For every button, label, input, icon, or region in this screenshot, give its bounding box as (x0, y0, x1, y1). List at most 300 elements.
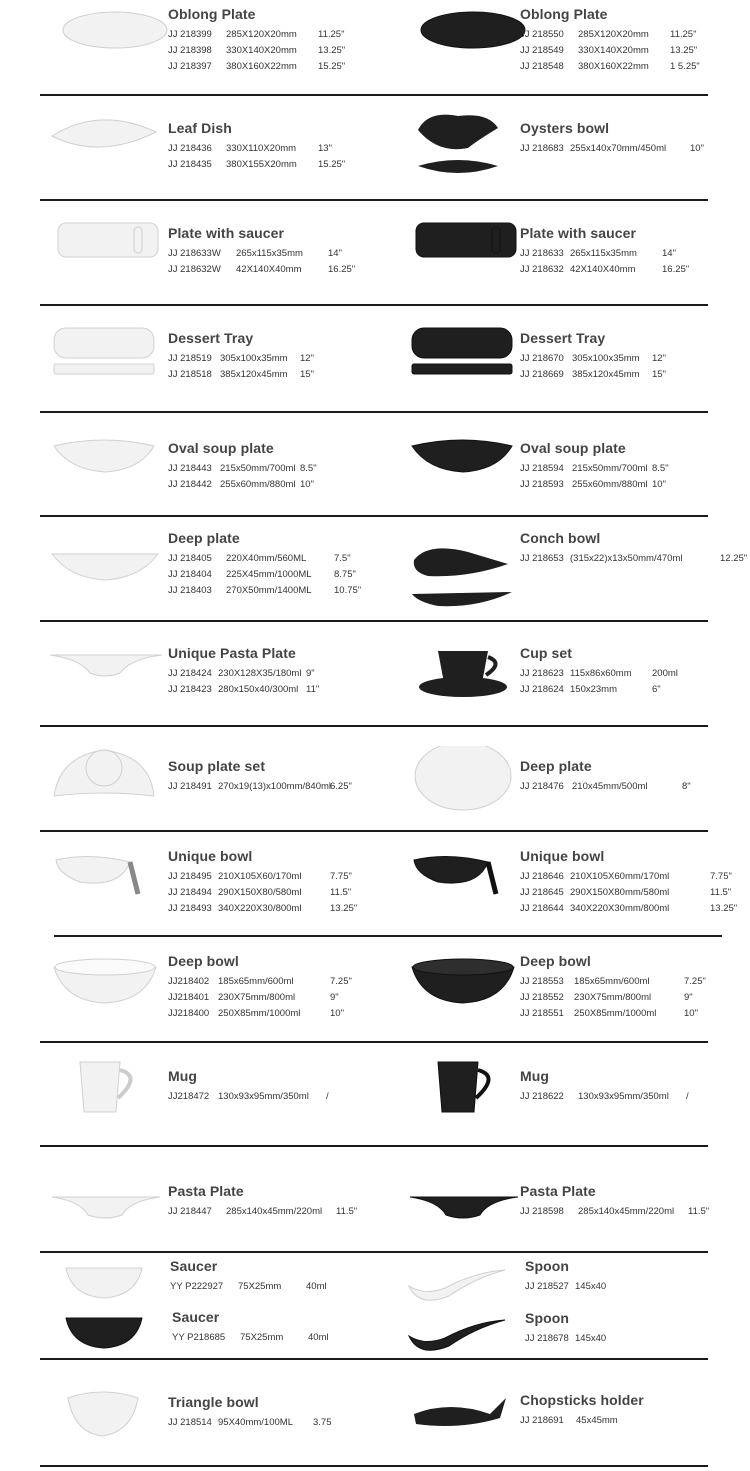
product-image (412, 217, 524, 287)
spec-row (520, 1413, 636, 1429)
section-divider (40, 1145, 708, 1147)
product-title: Unique Pasta Plate (168, 645, 296, 661)
item-code: JJ 218593 (520, 479, 564, 490)
spec-row (168, 351, 340, 367)
dimensions: 250X85mm/1000ml (218, 1008, 301, 1019)
spec-row (520, 246, 702, 262)
spec-row (520, 43, 710, 59)
size: 12" (300, 353, 314, 364)
product-specs (172, 1330, 348, 1346)
spec-row (520, 666, 692, 682)
product-title: Oblong Plate (520, 6, 608, 22)
item-code: YY P218685 (172, 1332, 226, 1343)
size: 15.25" (318, 159, 346, 170)
dimensions: 305x100x35mm (220, 353, 288, 364)
product-specs (520, 351, 692, 383)
product-specs (520, 1204, 728, 1220)
product-specs (170, 1279, 346, 1295)
dimensions: 230X75mm/800ml (574, 992, 652, 1003)
dimensions: 225X45mm/1000ML (226, 569, 312, 580)
product-title: Plate with saucer (520, 225, 637, 241)
size: 13.25" (710, 903, 738, 914)
spec-row (168, 1415, 343, 1431)
product-image (60, 8, 172, 78)
size: 7.25" (330, 976, 352, 987)
size: 14" (662, 248, 676, 259)
spec-row (520, 990, 724, 1006)
spec-row (520, 461, 692, 477)
size: 8.5" (300, 463, 317, 474)
size: 6" (652, 684, 661, 695)
size: 13.25" (318, 45, 346, 56)
size: / (326, 1091, 329, 1102)
dimensions: 150x23mm (570, 684, 617, 695)
section-divider (40, 1358, 708, 1360)
item-code: JJ 218495 (168, 871, 212, 882)
spec-row (168, 666, 346, 682)
dimensions: 115x86x60mm (570, 668, 632, 679)
size: 15.25" (318, 61, 346, 72)
size: 16.25" (328, 264, 356, 275)
product-title: Spoon (525, 1258, 570, 1274)
spec-row (520, 59, 710, 75)
size: 13" (318, 143, 332, 154)
product-title: Mug (168, 1068, 198, 1084)
item-code: JJ 218632 (520, 264, 564, 275)
dimensions: 210X105X60mm/170ml (570, 871, 670, 882)
dimensions: 75X25mm (240, 1332, 284, 1343)
dimensions: 330X140X20mm (578, 45, 649, 56)
dimensions: 42X140X40mm (236, 264, 302, 275)
size: 15" (652, 369, 666, 380)
item-code: JJ 218397 (168, 61, 212, 72)
dimensions: 185x65mm/600ml (574, 976, 650, 987)
spec-row (168, 141, 358, 157)
item-code: JJ 218443 (168, 463, 212, 474)
spec-row (168, 1204, 376, 1220)
size: 7.75" (710, 871, 732, 882)
size: 11.25" (318, 29, 345, 40)
product-specs (520, 1089, 726, 1105)
spec-row (168, 1089, 366, 1105)
item-code: JJ 218633 (520, 248, 564, 259)
spec-row (168, 157, 358, 173)
section-divider (40, 725, 708, 727)
dimensions: 220X40mm/560ML (226, 553, 307, 564)
section-divider (40, 304, 708, 306)
size: 6.25" (330, 781, 352, 792)
dimensions: 290X150X80mm/580ml (570, 887, 670, 898)
spec-row (520, 367, 692, 383)
product-specs (520, 551, 750, 567)
spec-row (520, 1006, 724, 1022)
spec-row (168, 461, 340, 477)
item-code: JJ 218494 (168, 887, 212, 898)
dimensions: 75X25mm (238, 1281, 282, 1292)
spec-row (168, 869, 370, 885)
size: 14" (328, 248, 342, 259)
product-title: Deep bowl (168, 953, 239, 969)
size: 13.25" (670, 45, 698, 56)
dimensions: 130x93x95mm/350ml (218, 1091, 309, 1102)
spec-row (168, 567, 374, 583)
dimensions: 265x115x35mm (570, 248, 637, 259)
dimensions: 145x40 (575, 1281, 607, 1292)
product-title: Oysters bowl (520, 120, 610, 136)
product-image (54, 217, 166, 287)
spec-row (168, 246, 368, 262)
product-image (62, 1388, 174, 1458)
product-title: Plate with saucer (168, 225, 285, 241)
dimensions: 290X150X80/580ml (218, 887, 302, 898)
spec-row (520, 262, 702, 278)
item-code: JJ 218623 (520, 668, 564, 679)
spec-row (168, 367, 340, 383)
product-title: Saucer (170, 1258, 218, 1274)
product-specs (168, 246, 368, 278)
section-divider (40, 1465, 708, 1467)
item-code: JJ 218622 (520, 1091, 564, 1102)
spec-row (168, 901, 370, 917)
product-image (408, 542, 520, 612)
dimensions: 330X110X20mm (226, 143, 297, 154)
item-code: JJ 218436 (168, 143, 212, 154)
product-title: Pasta Plate (168, 1183, 244, 1199)
item-code: JJ 218491 (168, 781, 212, 792)
item-code: JJ 218551 (520, 1008, 564, 1019)
product-specs (525, 1279, 615, 1295)
size: 12" (652, 353, 666, 364)
item-code: JJ 218632W (168, 264, 221, 275)
size: 9" (684, 992, 693, 1003)
spec-row (168, 59, 358, 75)
dimensions: 145x40 (575, 1333, 607, 1344)
dimensions: 270X50mm/1400ML (226, 585, 312, 596)
product-image (408, 746, 520, 816)
product-title: Oblong Plate (168, 6, 256, 22)
product-title: Deep plate (520, 758, 592, 774)
item-code: JJ218400 (168, 1008, 210, 1019)
size: 8.75" (334, 569, 356, 580)
product-title: Leaf Dish (168, 120, 232, 136)
product-specs (168, 351, 340, 383)
item-code: JJ 218678 (525, 1333, 569, 1344)
product-image (408, 848, 520, 918)
dimensions: 280x150x40/300ml (218, 684, 299, 695)
spec-row (168, 477, 340, 493)
product-title: Spoon (525, 1310, 570, 1326)
size: 10" (690, 143, 704, 154)
dimensions: 250X85mm/1000ml (574, 1008, 657, 1019)
dimensions: 385x120x45mm (572, 369, 640, 380)
product-specs (520, 1413, 636, 1429)
product-title: Saucer (172, 1309, 220, 1325)
product-specs (168, 27, 358, 75)
product-specs (520, 869, 750, 917)
product-specs (168, 779, 370, 795)
size: 11.5" (336, 1206, 358, 1217)
size: 9" (306, 668, 315, 679)
spec-row (520, 27, 710, 43)
product-image (50, 542, 162, 612)
section-divider (40, 411, 708, 413)
spec-row (520, 682, 692, 698)
item-code: JJ 218518 (168, 369, 212, 380)
dimensions: 45x45mm (576, 1415, 618, 1426)
product-specs (520, 779, 722, 795)
product-image (50, 434, 162, 504)
section-divider (40, 515, 708, 517)
spec-row (168, 1006, 370, 1022)
dimensions: 285x140x45mm/220ml (578, 1206, 675, 1217)
item-code: JJ 218527 (525, 1281, 569, 1292)
item-code: JJ 218653 (520, 553, 564, 564)
product-title: Unique bowl (520, 848, 605, 864)
item-code: JJ 218624 (520, 684, 564, 695)
item-code: JJ 218403 (168, 585, 212, 596)
item-code: JJ 218670 (520, 353, 564, 364)
dimensions: 255x140x70mm/450ml (570, 143, 667, 154)
product-image (408, 1185, 520, 1255)
item-code: JJ 218447 (168, 1206, 212, 1217)
product-title: Conch bowl (520, 530, 601, 546)
item-code: JJ 218633W (168, 248, 221, 259)
item-code: JJ218402 (168, 976, 210, 987)
dimensions: 340X220X30mm/800ml (570, 903, 670, 914)
section-divider (40, 830, 708, 832)
product-title: Unique bowl (168, 848, 253, 864)
spec-row (520, 974, 724, 990)
product-title: Deep plate (168, 530, 240, 546)
dimensions: 130x93x95mm/350ml (578, 1091, 669, 1102)
size: 8" (682, 781, 691, 792)
product-image (60, 1312, 172, 1382)
dimensions: 230X128X35/180ml (218, 668, 302, 679)
product-image (410, 1390, 522, 1460)
item-code: JJ 218399 (168, 29, 212, 40)
spec-row (525, 1331, 615, 1347)
product-title: Dessert Tray (520, 330, 606, 346)
item-code: JJ 218435 (168, 159, 212, 170)
product-image (50, 848, 162, 918)
product-title: Mug (520, 1068, 550, 1084)
size: 7.5" (334, 553, 351, 564)
product-title: Oval soup plate (520, 440, 626, 456)
item-code: JJ218401 (168, 992, 210, 1003)
product-specs (168, 1204, 376, 1220)
product-image (408, 1056, 520, 1126)
size: 7.75" (330, 871, 352, 882)
dimensions: 255x60mm/880ml (572, 479, 648, 490)
item-code: JJ 218553 (520, 976, 564, 987)
product-specs (168, 666, 346, 698)
size: 11.5" (710, 887, 732, 898)
product-specs (168, 1089, 366, 1105)
product-specs (520, 666, 692, 698)
size: 200ml (652, 668, 678, 679)
size: 10.75" (334, 585, 362, 596)
product-image (50, 953, 162, 1023)
dimensions: 285x140x45mm/220ml (226, 1206, 323, 1217)
dimensions: 265x115x35mm (236, 248, 303, 259)
spec-row (520, 551, 750, 567)
spec-row (168, 885, 370, 901)
spec-row (520, 477, 692, 493)
spec-row (520, 141, 730, 157)
spec-row (525, 1279, 615, 1295)
product-image (408, 326, 520, 396)
size: 10" (330, 1008, 344, 1019)
dimensions: 210X105X60/170ml (218, 871, 302, 882)
product-image (408, 641, 520, 711)
item-code: JJ 218644 (520, 903, 564, 914)
spec-row (520, 1204, 728, 1220)
product-image (50, 326, 162, 396)
spec-row (168, 583, 374, 599)
spec-row (168, 779, 370, 795)
product-title: Oval soup plate (168, 440, 274, 456)
dimensions: 215x50mm/700ml (220, 463, 296, 474)
spec-row (168, 43, 358, 59)
product-specs (168, 974, 370, 1022)
product-image (50, 641, 162, 711)
product-specs (168, 461, 340, 493)
section-divider (40, 620, 708, 622)
size: 1 5.25" (670, 61, 700, 72)
dimensions: 42X140X40mm (570, 264, 636, 275)
size: 8.5" (652, 463, 669, 474)
item-code: JJ 218598 (520, 1206, 564, 1217)
product-image (418, 8, 530, 78)
dimensions: 185x65mm/600ml (218, 976, 294, 987)
product-specs (520, 461, 692, 493)
item-code: YY P222927 (170, 1281, 224, 1292)
dimensions: 255x60mm/880ml (220, 479, 296, 490)
item-code: JJ 218398 (168, 45, 212, 56)
item-code: JJ 218550 (520, 29, 564, 40)
dimensions: (315x22)x13x50mm/470ml (570, 553, 683, 564)
size: 40ml (306, 1281, 327, 1292)
section-divider (40, 94, 708, 96)
product-specs (520, 141, 730, 157)
item-code: JJ 218519 (168, 353, 212, 364)
section-divider (40, 199, 708, 201)
item-code: JJ 218493 (168, 903, 212, 914)
dimensions: 380X160X22mm (226, 61, 297, 72)
dimensions: 380X155X20mm (226, 159, 297, 170)
item-code: JJ 218646 (520, 871, 564, 882)
product-specs (525, 1331, 615, 1347)
item-code: JJ 218404 (168, 569, 212, 580)
product-specs (520, 246, 702, 278)
dimensions: 285X120X20mm (226, 29, 297, 40)
spec-row (520, 1089, 726, 1105)
item-code: JJ 218548 (520, 61, 564, 72)
item-code: JJ 218691 (520, 1415, 564, 1426)
dimensions: 385x120x45mm (220, 369, 288, 380)
product-specs (520, 27, 710, 75)
product-image (50, 1056, 162, 1126)
spec-row (172, 1330, 348, 1346)
product-image (408, 953, 520, 1023)
dimensions: 340X220X30/800ml (218, 903, 302, 914)
product-title: Chopsticks holder (520, 1392, 644, 1408)
size: 11.5" (688, 1206, 710, 1217)
section-divider (40, 1251, 708, 1253)
item-code: JJ 218549 (520, 45, 564, 56)
item-code: JJ 218645 (520, 887, 564, 898)
dimensions: 210x45mm/500ml (572, 781, 648, 792)
size: 10" (300, 479, 314, 490)
spec-row (168, 682, 346, 698)
dimensions: 215x50mm/700ml (572, 463, 648, 474)
spec-row (168, 551, 374, 567)
spec-row (168, 974, 370, 990)
dimensions: 270x19(13)x100mm/840ml (218, 781, 332, 792)
dimensions: 380X160X22mm (578, 61, 649, 72)
product-image (408, 110, 520, 180)
size: / (686, 1091, 689, 1102)
spec-row (168, 27, 358, 43)
dimensions: 285X120X20mm (578, 29, 649, 40)
product-image (50, 110, 162, 180)
size: 16.25" (662, 264, 690, 275)
product-specs (168, 1415, 343, 1431)
size: 12.25" (720, 553, 748, 564)
product-title: Deep bowl (520, 953, 591, 969)
section-divider (40, 1041, 708, 1043)
spec-row (170, 1279, 346, 1295)
product-specs (168, 869, 370, 917)
spec-row (168, 990, 370, 1006)
item-code: JJ 218594 (520, 463, 564, 474)
item-code: JJ 218423 (168, 684, 212, 695)
item-code: JJ 218442 (168, 479, 212, 490)
product-specs (168, 551, 374, 599)
size: 10" (652, 479, 666, 490)
size: 15" (300, 369, 314, 380)
spec-row (520, 869, 750, 885)
dimensions: 305x100x35mm (572, 353, 640, 364)
item-code: JJ 218424 (168, 668, 212, 679)
spec-row (520, 901, 750, 917)
size: 3.75 (313, 1417, 332, 1428)
product-image (405, 1316, 517, 1386)
size: 11.5" (330, 887, 352, 898)
product-specs (520, 974, 724, 1022)
product-image (408, 434, 520, 504)
item-code: JJ 218405 (168, 553, 212, 564)
product-title: Pasta Plate (520, 1183, 596, 1199)
dimensions: 95X40mm/100ML (218, 1417, 293, 1428)
dimensions: 230X75mm/800ml (218, 992, 296, 1003)
spec-row (168, 262, 368, 278)
spec-row (520, 779, 722, 795)
product-image (50, 746, 162, 816)
spec-row (520, 885, 750, 901)
item-code: JJ 218669 (520, 369, 564, 380)
item-code: JJ 218476 (520, 781, 564, 792)
size: 10" (684, 1008, 698, 1019)
section-divider (54, 935, 722, 937)
size: 13.25" (330, 903, 358, 914)
size: 11.25" (670, 29, 697, 40)
product-title: Triangle bowl (168, 1394, 259, 1410)
product-title: Soup plate set (168, 758, 266, 774)
product-image (50, 1185, 162, 1255)
item-code: JJ218472 (168, 1091, 210, 1102)
product-title: Cup set (520, 645, 573, 661)
